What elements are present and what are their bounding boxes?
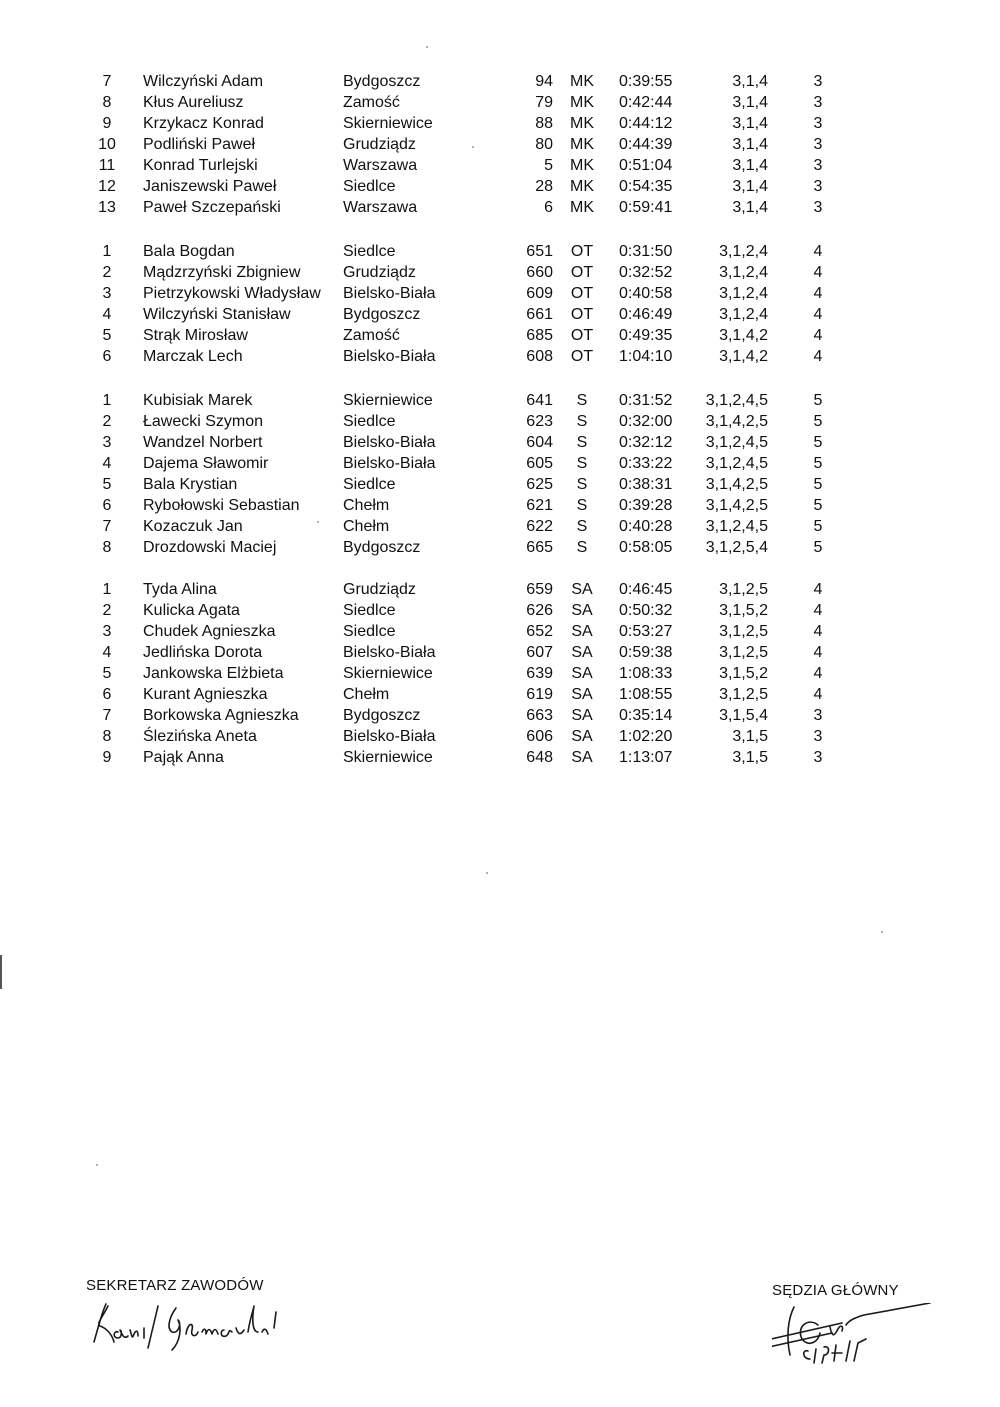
city-cell: Bielsko-Biała (343, 728, 436, 745)
position-cell: 11 (98, 157, 116, 174)
competitor-name-cell: Janiszewski Paweł (143, 178, 277, 195)
competitor-name-cell: Jankowska Elżbieta (143, 665, 284, 682)
competitor-name-cell: Pająk Anna (143, 749, 224, 766)
controls-cell: 3,1,4 (732, 136, 768, 153)
time-cell: 0:59:38 (619, 644, 673, 661)
points-cell: 4 (813, 306, 823, 323)
points-cell: 5 (813, 476, 823, 493)
competitor-name-cell: Konrad Turlejski (143, 157, 258, 174)
position-cell: 8 (102, 94, 112, 111)
points-cell: 4 (813, 602, 823, 619)
result-row (0, 684, 1000, 705)
scan-speck (96, 1164, 98, 1166)
scan-speck (881, 931, 883, 933)
category-cell: MK (570, 115, 594, 132)
time-cell: 0:54:35 (619, 178, 673, 195)
result-row (0, 155, 1000, 176)
city-cell: Siedlce (343, 623, 396, 640)
start-number-cell: 609 (526, 285, 553, 302)
start-number-cell: 88 (535, 115, 553, 132)
points-cell: 5 (813, 539, 823, 556)
controls-cell: 3,1,2,4,5 (705, 434, 768, 451)
controls-cell: 3,1,2,4 (719, 285, 768, 302)
position-cell: 6 (102, 686, 112, 703)
position-cell: 5 (102, 476, 112, 493)
category-cell: MK (570, 178, 594, 195)
city-cell: Bielsko-Biała (343, 455, 436, 472)
time-cell: 0:44:12 (619, 115, 673, 132)
time-cell: 0:42:44 (619, 94, 673, 111)
result-row (0, 516, 1000, 537)
city-cell: Bielsko-Biała (343, 644, 436, 661)
start-number-cell: 6 (544, 199, 553, 216)
competitor-name-cell: Kurant Agnieszka (143, 686, 268, 703)
category-cell: SA (571, 623, 593, 640)
controls-cell: 3,1,2,4,5 (705, 392, 768, 409)
points-cell: 3 (813, 707, 823, 724)
result-row (0, 197, 1000, 218)
controls-cell: 3,1,4 (732, 94, 768, 111)
time-cell: 0:46:49 (619, 306, 673, 323)
city-cell: Grudziądz (343, 581, 416, 598)
result-row (0, 453, 1000, 474)
controls-cell: 3,1,4 (732, 115, 768, 132)
start-number-cell: 626 (526, 602, 553, 619)
competitor-name-cell: Borkowska Agnieszka (143, 707, 299, 724)
city-cell: Grudziądz (343, 136, 416, 153)
position-cell: 9 (102, 749, 112, 766)
points-cell: 4 (813, 686, 823, 703)
points-cell: 5 (813, 518, 823, 535)
position-cell: 12 (98, 178, 116, 195)
controls-cell: 3,1,4,2,5 (705, 413, 768, 430)
points-cell: 3 (813, 157, 823, 174)
time-cell: 0:51:04 (619, 157, 673, 174)
position-cell: 1 (102, 392, 112, 409)
position-cell: 7 (102, 518, 112, 535)
competitor-name-cell: Tyda Alina (143, 581, 217, 598)
time-cell: 1:13:07 (619, 749, 673, 766)
position-cell: 6 (102, 497, 112, 514)
results-group (0, 241, 1000, 367)
competitor-name-cell: Paweł Szczepański (143, 199, 281, 216)
category-cell: SA (571, 749, 593, 766)
result-row (0, 92, 1000, 113)
result-row (0, 642, 1000, 663)
scan-edge-mark (0, 955, 2, 989)
controls-cell: 3,1,2,5 (719, 581, 768, 598)
start-number-cell: 79 (535, 94, 553, 111)
controls-cell: 3,1,4,2 (719, 348, 768, 365)
result-row (0, 495, 1000, 516)
category-cell: MK (570, 94, 594, 111)
start-number-cell: 661 (526, 306, 553, 323)
city-cell: Bielsko-Biała (343, 348, 436, 365)
category-cell: OT (570, 264, 594, 281)
start-number-cell: 641 (526, 392, 553, 409)
category-cell: S (576, 392, 588, 409)
controls-cell: 3,1,2,5 (719, 644, 768, 661)
result-row (0, 325, 1000, 346)
category-cell: SA (571, 728, 593, 745)
controls-cell: 3,1,2,4 (719, 243, 768, 260)
controls-cell: 3,1,4,2,5 (705, 476, 768, 493)
category-cell: SA (571, 665, 593, 682)
result-row (0, 537, 1000, 558)
competitor-name-cell: Krzykacz Konrad (143, 115, 264, 132)
secretary-signature-block (86, 1277, 346, 1354)
city-cell: Grudziądz (343, 264, 416, 281)
position-cell: 13 (98, 199, 116, 216)
points-cell: 5 (813, 455, 823, 472)
time-cell: 0:40:58 (619, 285, 673, 302)
scan-speck (486, 872, 488, 874)
competitor-name-cell: Kozaczuk Jan (143, 518, 243, 535)
result-row (0, 621, 1000, 642)
city-cell: Chełm (343, 497, 390, 514)
category-cell: MK (570, 157, 594, 174)
results-group (0, 71, 1000, 218)
start-number-cell: 606 (526, 728, 553, 745)
time-cell: 0:49:35 (619, 327, 673, 344)
position-cell: 5 (102, 327, 112, 344)
result-row (0, 474, 1000, 495)
time-cell: 0:50:32 (619, 602, 673, 619)
city-cell: Skierniewice (343, 665, 433, 682)
competitor-name-cell: Marczak Lech (143, 348, 243, 365)
results-group (0, 390, 1000, 558)
city-cell: Siedlce (343, 243, 396, 260)
result-row (0, 346, 1000, 367)
controls-cell: 3,1,4 (732, 73, 768, 90)
start-number-cell: 623 (526, 413, 553, 430)
judge-signature-block (772, 1282, 972, 1365)
category-cell: MK (570, 136, 594, 153)
city-cell: Bydgoszcz (343, 73, 421, 90)
position-cell: 8 (102, 728, 112, 745)
result-row (0, 176, 1000, 197)
city-cell: Bydgoszcz (343, 539, 421, 556)
result-row (0, 600, 1000, 621)
points-cell: 3 (813, 178, 823, 195)
position-cell: 3 (102, 285, 112, 302)
position-cell: 6 (102, 348, 112, 365)
position-cell: 4 (102, 644, 112, 661)
competitor-name-cell: Wilczyński Adam (143, 73, 264, 90)
result-row (0, 304, 1000, 325)
category-cell: MK (570, 73, 594, 90)
category-cell: MK (570, 199, 594, 216)
start-number-cell: 5 (544, 157, 553, 174)
competitor-name-cell: Pietrzykowski Władysław (143, 285, 321, 302)
start-number-cell: 663 (526, 707, 553, 724)
category-cell: SA (571, 644, 593, 661)
city-cell: Siedlce (343, 602, 396, 619)
points-cell: 4 (813, 644, 823, 661)
position-cell: 2 (102, 602, 112, 619)
controls-cell: 3,1,4,2,5 (705, 497, 768, 514)
time-cell: 0:59:41 (619, 199, 673, 216)
time-cell: 0:39:28 (619, 497, 673, 514)
points-cell: 4 (813, 623, 823, 640)
position-cell: 7 (102, 73, 112, 90)
position-cell: 7 (102, 707, 112, 724)
competitor-name-cell: Podliński Paweł (143, 136, 256, 153)
result-row (0, 283, 1000, 304)
city-cell: Warszawa (343, 157, 418, 174)
position-cell: 9 (102, 115, 112, 132)
start-number-cell: 604 (526, 434, 553, 451)
competitor-name-cell: Bala Krystian (143, 476, 238, 493)
competitor-name-cell: Strąk Mirosław (143, 327, 248, 344)
points-cell: 3 (813, 199, 823, 216)
time-cell: 0:46:45 (619, 581, 673, 598)
competitor-name-cell: Rybołowski Sebastian (143, 497, 300, 514)
city-cell: Warszawa (343, 199, 418, 216)
time-cell: 0:32:12 (619, 434, 673, 451)
city-cell: Chełm (343, 686, 390, 703)
results-group (0, 579, 1000, 768)
result-row (0, 579, 1000, 600)
category-cell: S (576, 497, 588, 514)
start-number-cell: 665 (526, 539, 553, 556)
result-row (0, 411, 1000, 432)
category-cell: SA (571, 581, 593, 598)
start-number-cell: 94 (535, 73, 553, 90)
secretary-title: SEKRETARZ ZAWODÓW (86, 1277, 264, 1294)
start-number-cell: 659 (526, 581, 553, 598)
category-cell: OT (570, 243, 594, 260)
start-number-cell: 28 (535, 178, 553, 195)
time-cell: 0:35:14 (619, 707, 673, 724)
points-cell: 3 (813, 136, 823, 153)
start-number-cell: 605 (526, 455, 553, 472)
category-cell: S (576, 518, 588, 535)
controls-cell: 3,1,4,2 (719, 327, 768, 344)
points-cell: 5 (813, 497, 823, 514)
result-row (0, 663, 1000, 684)
start-number-cell: 648 (526, 749, 553, 766)
position-cell: 5 (102, 665, 112, 682)
category-cell: S (576, 455, 588, 472)
scan-speck (426, 46, 428, 48)
controls-cell: 3,1,4 (732, 178, 768, 195)
time-cell: 1:02:20 (619, 728, 673, 745)
position-cell: 4 (102, 455, 112, 472)
judge-signature (772, 1303, 972, 1365)
result-row (0, 726, 1000, 747)
time-cell: 0:39:55 (619, 73, 673, 90)
competitor-name-cell: Ławecki Szymon (143, 413, 264, 430)
start-number-cell: 621 (526, 497, 553, 514)
points-cell: 4 (813, 581, 823, 598)
competitor-name-cell: Kłus Aureliusz (143, 94, 244, 111)
category-cell: S (576, 413, 588, 430)
category-cell: OT (570, 327, 594, 344)
points-cell: 3 (813, 115, 823, 132)
controls-cell: 3,1,2,5,4 (705, 539, 768, 556)
controls-cell: 3,1,5 (732, 749, 768, 766)
controls-cell: 3,1,4 (732, 199, 768, 216)
time-cell: 0:40:28 (619, 518, 673, 535)
city-cell: Bielsko-Biała (343, 285, 436, 302)
start-number-cell: 622 (526, 518, 553, 535)
time-cell: 0:31:50 (619, 243, 673, 260)
position-cell: 10 (98, 136, 116, 153)
points-cell: 4 (813, 243, 823, 260)
controls-cell: 3,1,5,2 (719, 602, 768, 619)
start-number-cell: 625 (526, 476, 553, 493)
time-cell: 0:32:52 (619, 264, 673, 281)
competitor-name-cell: Chudek Agnieszka (143, 623, 276, 640)
result-row (0, 113, 1000, 134)
category-cell: S (576, 539, 588, 556)
competitor-name-cell: Ślezińska Aneta (143, 728, 257, 745)
category-cell: S (576, 476, 588, 493)
city-cell: Chełm (343, 518, 390, 535)
result-row (0, 390, 1000, 411)
controls-cell: 3,1,2,4,5 (705, 455, 768, 472)
category-cell: S (576, 434, 588, 451)
category-cell: OT (570, 348, 594, 365)
city-cell: Bydgoszcz (343, 306, 421, 323)
position-cell: 8 (102, 539, 112, 556)
time-cell: 1:04:10 (619, 348, 673, 365)
points-cell: 3 (813, 73, 823, 90)
controls-cell: 3,1,5 (732, 728, 768, 745)
result-row (0, 262, 1000, 283)
result-row (0, 432, 1000, 453)
position-cell: 1 (102, 581, 112, 598)
controls-cell: 3,1,5,2 (719, 665, 768, 682)
points-cell: 4 (813, 264, 823, 281)
city-cell: Bydgoszcz (343, 707, 421, 724)
competitor-name-cell: Kulicka Agata (143, 602, 240, 619)
judge-title: SĘDZIA GŁÓWNY (772, 1282, 899, 1299)
time-cell: 1:08:33 (619, 665, 673, 682)
controls-cell: 3,1,2,4 (719, 306, 768, 323)
position-cell: 4 (102, 306, 112, 323)
competitor-name-cell: Jedlińska Dorota (143, 644, 263, 661)
result-row (0, 705, 1000, 726)
points-cell: 3 (813, 749, 823, 766)
position-cell: 2 (102, 413, 112, 430)
start-number-cell: 660 (526, 264, 553, 281)
city-cell: Zamość (343, 327, 400, 344)
time-cell: 0:31:52 (619, 392, 673, 409)
category-cell: OT (570, 306, 594, 323)
start-number-cell: 607 (526, 644, 553, 661)
time-cell: 0:38:31 (619, 476, 673, 493)
category-cell: SA (571, 686, 593, 703)
competitor-name-cell: Kubisiak Marek (143, 392, 253, 409)
points-cell: 4 (813, 285, 823, 302)
controls-cell: 3,1,2,4,5 (705, 518, 768, 535)
city-cell: Skierniewice (343, 115, 433, 132)
category-cell: OT (570, 285, 594, 302)
competitor-name-cell: Bala Bogdan (143, 243, 235, 260)
result-row (0, 134, 1000, 155)
competitor-name-cell: Wandzel Norbert (143, 434, 263, 451)
time-cell: 0:58:05 (619, 539, 673, 556)
start-number-cell: 685 (526, 327, 553, 344)
start-number-cell: 608 (526, 348, 553, 365)
points-cell: 4 (813, 327, 823, 344)
category-cell: SA (571, 707, 593, 724)
secretary-signature (86, 1298, 336, 1354)
time-cell: 1:08:55 (619, 686, 673, 703)
points-cell: 5 (813, 413, 823, 430)
start-number-cell: 80 (535, 136, 553, 153)
city-cell: Skierniewice (343, 749, 433, 766)
time-cell: 0:33:22 (619, 455, 673, 472)
city-cell: Bielsko-Biała (343, 434, 436, 451)
city-cell: Zamość (343, 94, 400, 111)
points-cell: 4 (813, 665, 823, 682)
city-cell: Siedlce (343, 178, 396, 195)
controls-cell: 3,1,4 (732, 157, 768, 174)
result-row (0, 71, 1000, 92)
city-cell: Siedlce (343, 413, 396, 430)
start-number-cell: 651 (526, 243, 553, 260)
controls-cell: 3,1,2,5 (719, 686, 768, 703)
time-cell: 0:44:39 (619, 136, 673, 153)
controls-cell: 3,1,2,4 (719, 264, 768, 281)
position-cell: 1 (102, 243, 112, 260)
start-number-cell: 652 (526, 623, 553, 640)
competitor-name-cell: Drozdowski Maciej (143, 539, 277, 556)
points-cell: 5 (813, 392, 823, 409)
points-cell: 4 (813, 348, 823, 365)
city-cell: Skierniewice (343, 392, 433, 409)
result-row (0, 747, 1000, 768)
position-cell: 3 (102, 434, 112, 451)
competitor-name-cell: Mądzrzyński Zbigniew (143, 264, 301, 281)
scan-speck (317, 521, 319, 523)
points-cell: 3 (813, 728, 823, 745)
time-cell: 0:53:27 (619, 623, 673, 640)
controls-cell: 3,1,2,5 (719, 623, 768, 640)
competitor-name-cell: Dajema Sławomir (143, 455, 269, 472)
scan-speck (472, 146, 474, 148)
category-cell: SA (571, 602, 593, 619)
city-cell: Siedlce (343, 476, 396, 493)
points-cell: 5 (813, 434, 823, 451)
start-number-cell: 639 (526, 665, 553, 682)
result-row (0, 241, 1000, 262)
competitor-name-cell: Wilczyński Stanisław (143, 306, 291, 323)
start-number-cell: 619 (526, 686, 553, 703)
position-cell: 2 (102, 264, 112, 281)
points-cell: 3 (813, 94, 823, 111)
controls-cell: 3,1,5,4 (719, 707, 768, 724)
position-cell: 3 (102, 623, 112, 640)
time-cell: 0:32:00 (619, 413, 673, 430)
